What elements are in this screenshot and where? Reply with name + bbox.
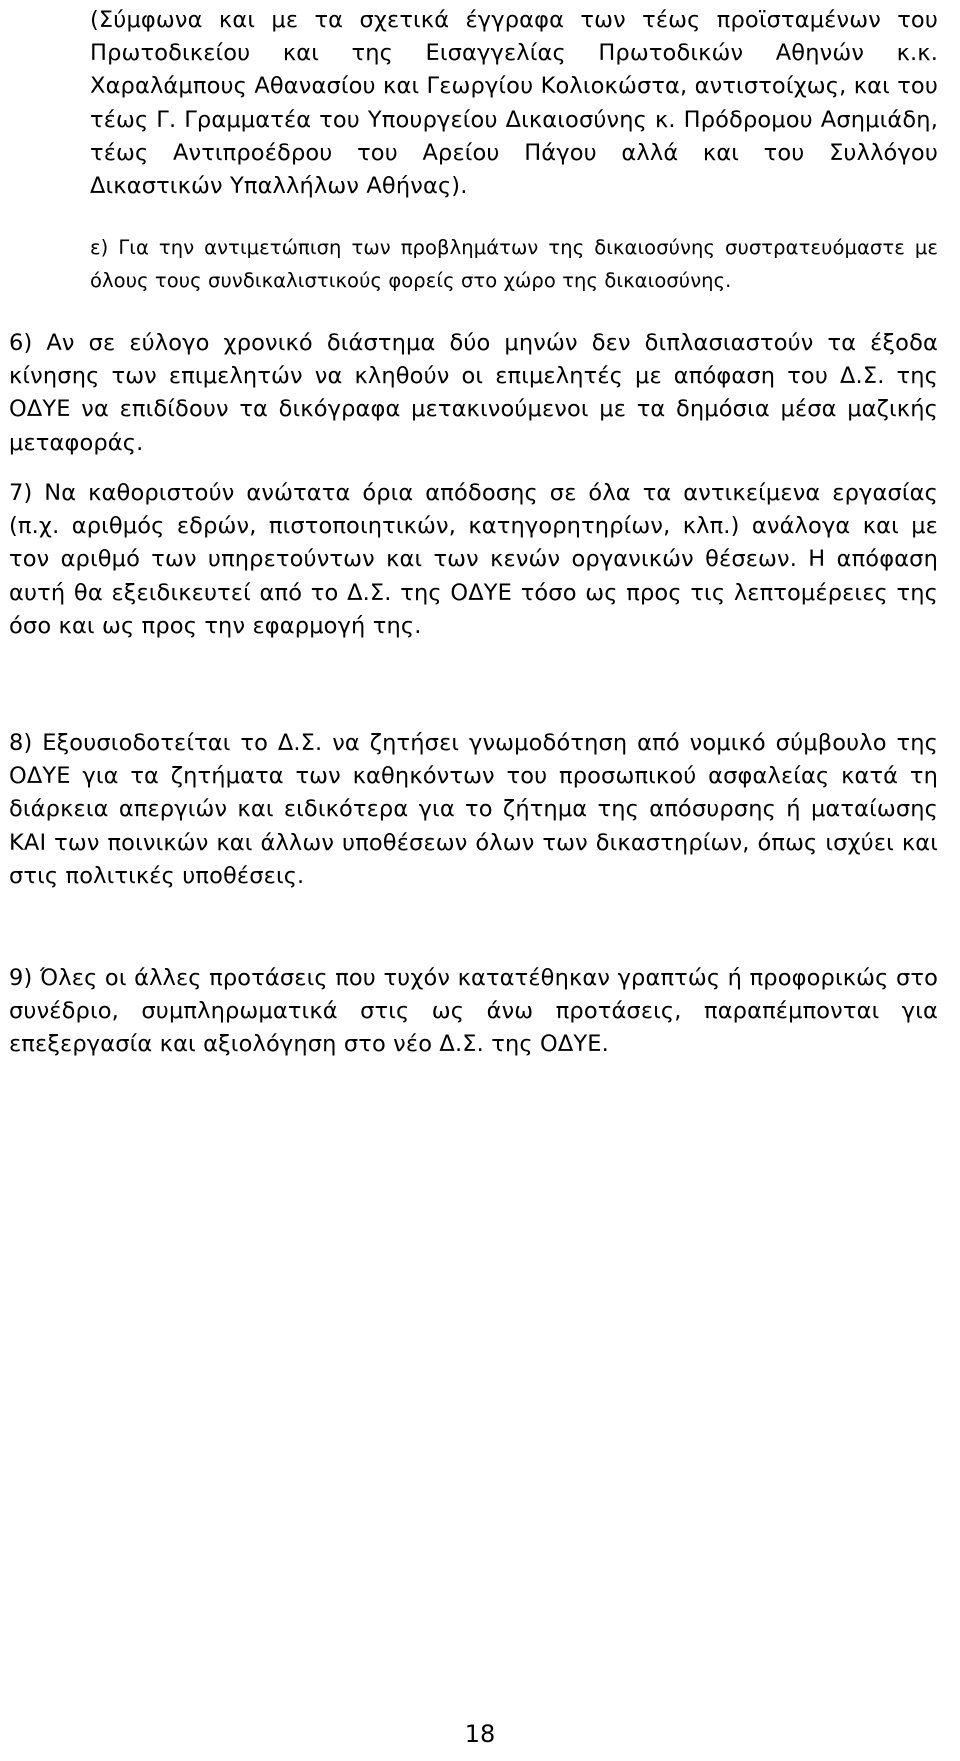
- paragraph-item-e: ε) Για την αντιμετώπιση των προβλημάτων της δικαιοσύνης συστρατευόμαστε με όλους τους συνδικαλιστικούς φορείς στο χώρο της δικαιοσύνης.: [90, 236, 938, 292]
- paragraph-item-6: 6) Αν σε εύλογο χρονικό διάστημα δύο μηνών δεν διπλασιαστούν τα έξοδα κίνησης των επιμελητών να κληθούν οι επιμελητές με απόφαση του Δ.Σ. της ΟΔΥΕ να επιδίδουν τα δικόγραφα μετακινούμενοι με τα δημόσια μέσα μαζικής μεταφοράς.: [9, 330, 938, 456]
- paragraph-continuation: (Σύμφωνα και με τα σχετικά έγγραφα των τέως προϊσταμένων του Πρωτοδικείου και της Εισαγγελίας Πρωτοδικών Αθηνών κ.κ. Χαραλάμπους Αθανασίου και Γεωργίου Κολιοκώστα, αντιστοίχως, και του τέως Γ. Γραμματέα του Υπουργείου Δικαιοσύνης κ. Πρόδρομου Ασημιάδη, τέως Αντιπροέδρου του Αρείου Πάγου αλλά και του Συλλόγου Δικαστικών Υπαλλήλων Αθήνας).: [90, 7, 938, 200]
- paragraph-item-8: 8) Εξουσιοδοτείται το Δ.Σ. να ζητήσει γνωμοδότηση από νομικό σύμβουλο της ΟΔΥΕ για τα ζητήματα των καθηκόντων του προσωπικού ασφαλείας κατά τη διάρκεια απεργιών και ειδικότερα για το ζήτημα της απόσυρσης ή ματαίωσης ΚΑΙ των ποινικών και άλλων υποθέσεων όλων των δικαστηρίων, όπως ισχύει και στις πολιτικές υποθέσεις.: [9, 730, 938, 889]
- paragraph-item-9: 9) Όλες οι άλλες προτάσεις που τυχόν κατατέθηκαν γραπτώς ή προφορικώς στο συνέδριο, συμπληρωματικά στις ως άνω προτάσεις, παραπέμπονται για επεξεργασία και αξιολόγηση στο νέο Δ.Σ. της ΟΔΥΕ.: [9, 965, 938, 1058]
- page-number: 18: [464, 1720, 496, 1748]
- paragraph-item-7: 7) Να καθοριστούν ανώτατα όρια απόδοσης σε όλα τα αντικείμενα εργασίας (π.χ. αριθμός εδρών, πιστοποιητικών, κατηγορητηρίων, κλπ.) ανάλογα και με τον αριθμό των υπηρετούντων και των κενών οργανικών θέσεων. Η απόφαση αυτή θα εξειδικευτεί από το Δ.Σ. της ΟΔΥΕ τόσο ως προς τις λεπτομέρειες της όσο και ως προς την εφαρμογή της.: [9, 480, 938, 639]
